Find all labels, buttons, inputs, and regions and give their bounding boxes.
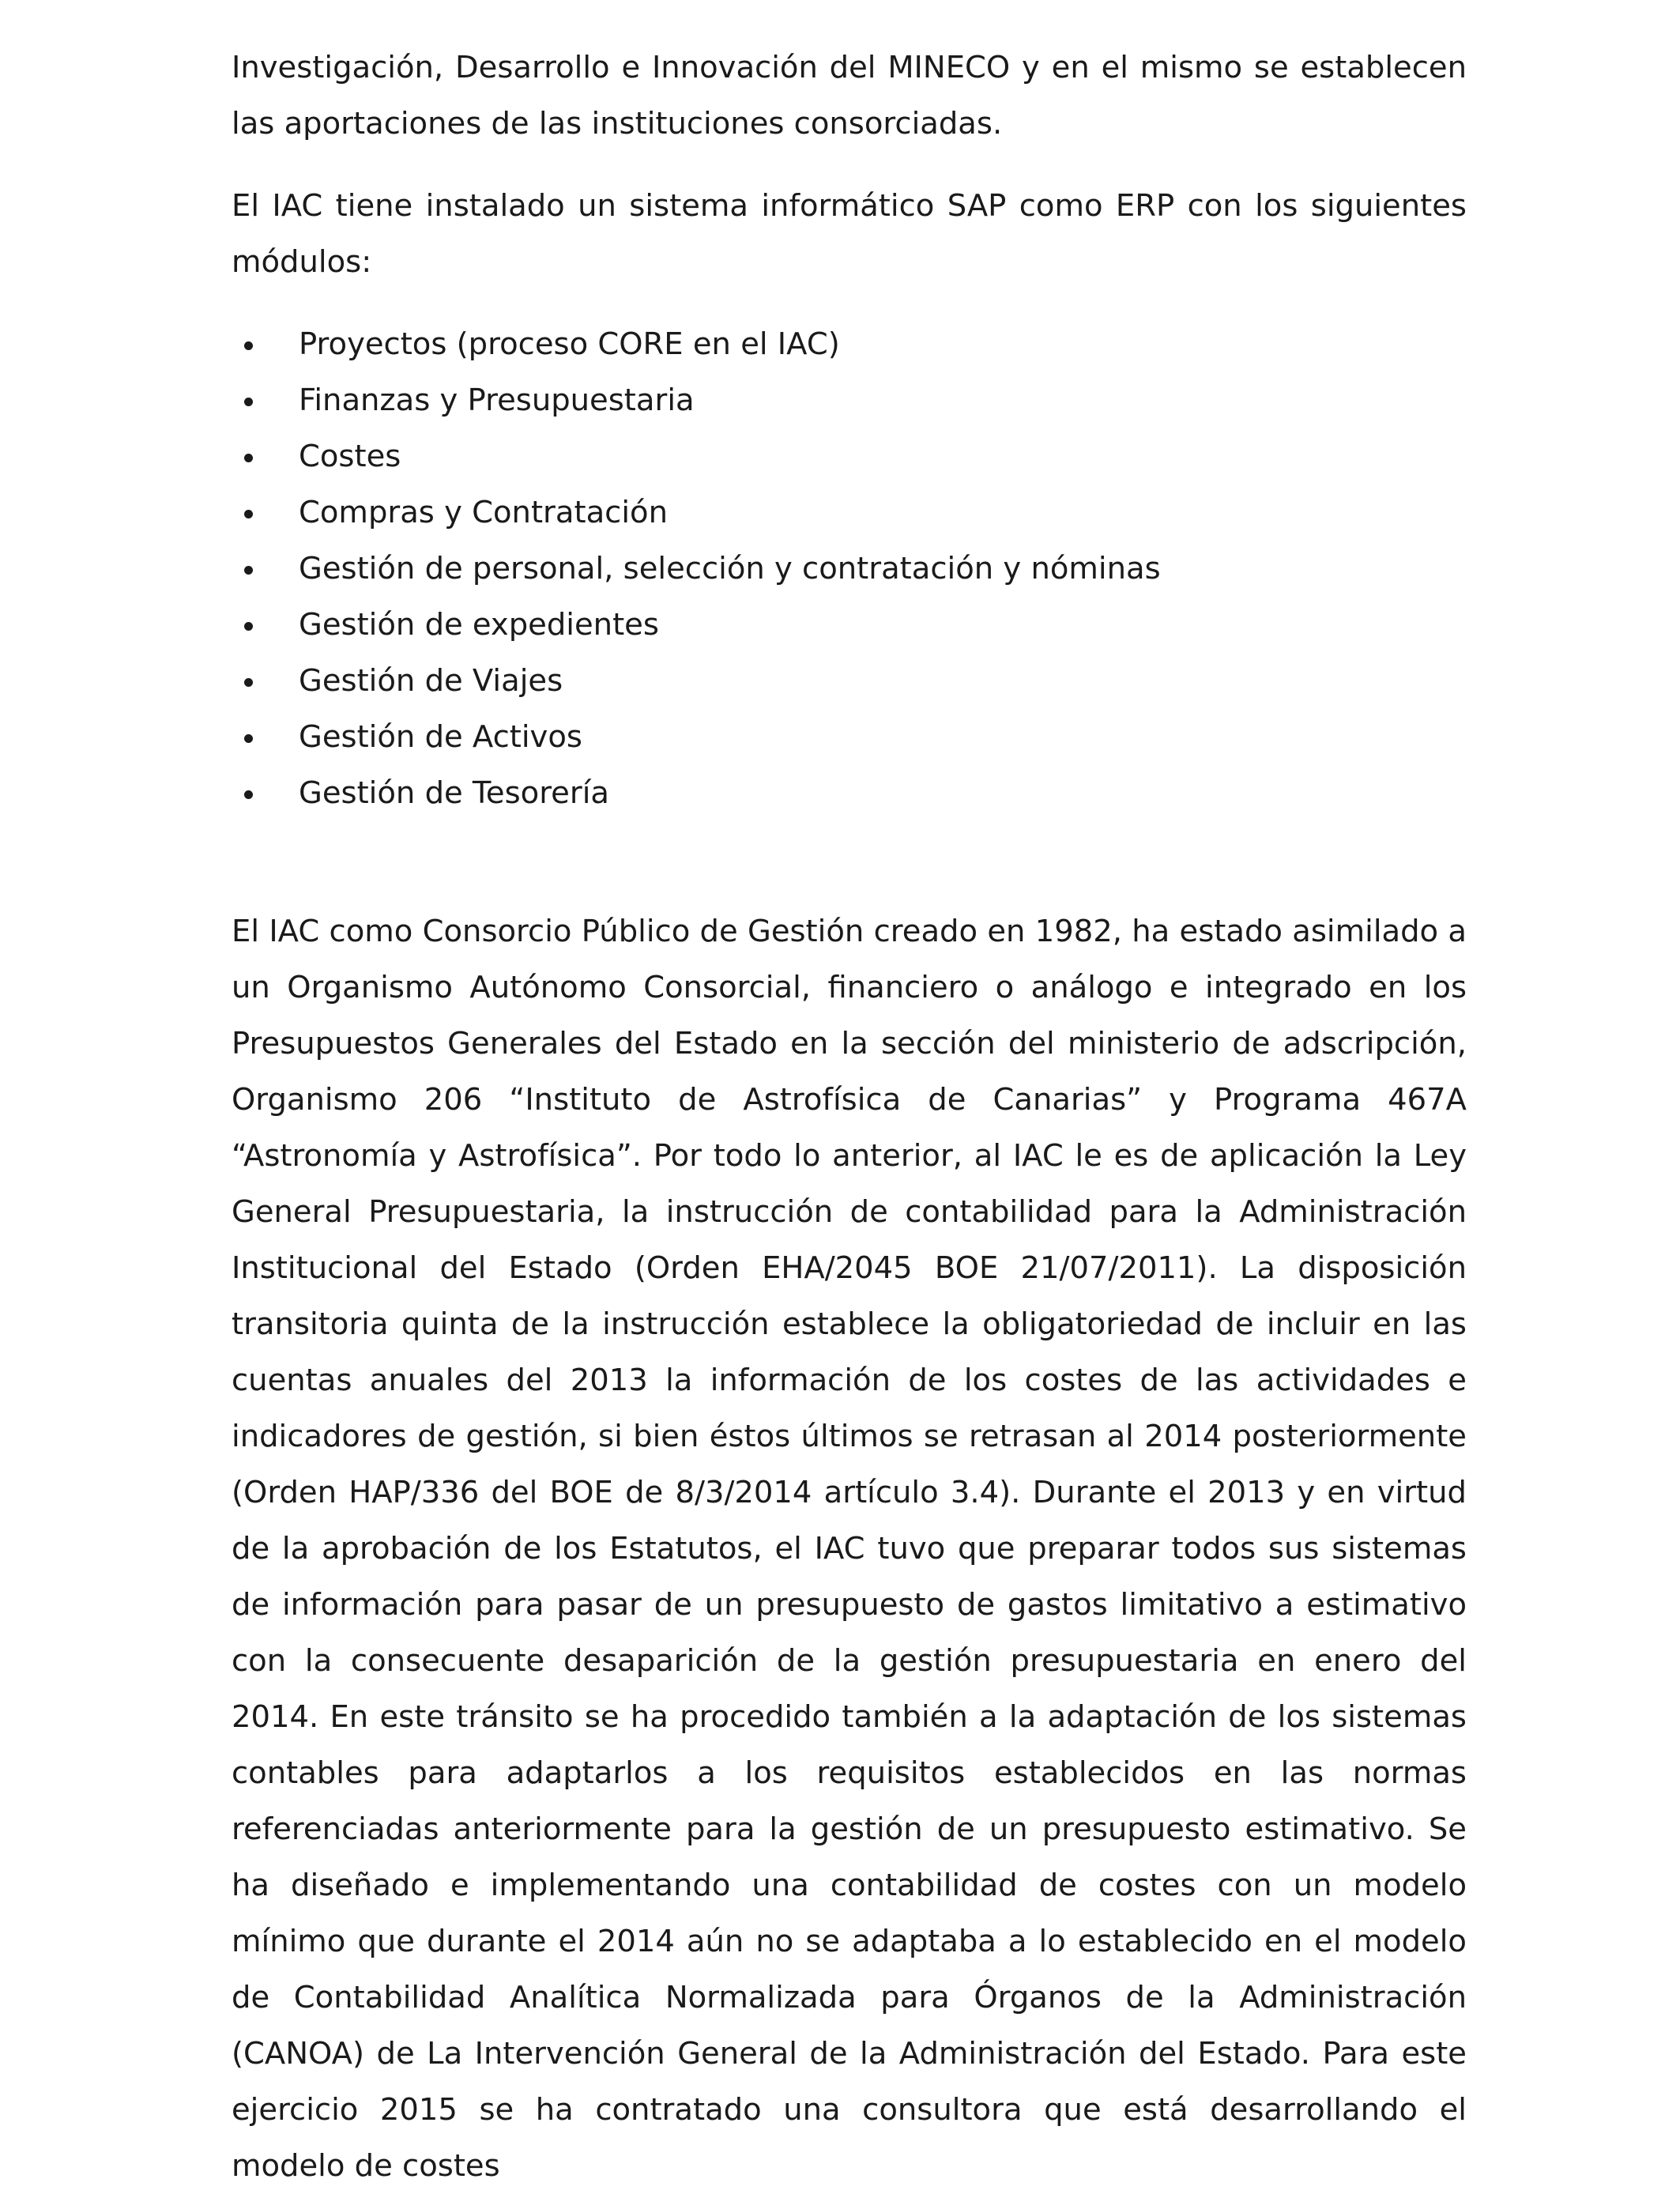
list-item-text: Compras y Contratación — [299, 495, 668, 530]
list-item-text: Gestión de expedientes — [299, 607, 659, 643]
list-item-text: Proyectos (proceso CORE en el IAC) — [299, 326, 840, 362]
bullet-icon — [244, 566, 253, 575]
bullet-icon — [244, 790, 253, 799]
list-item — [232, 597, 1467, 653]
list-item — [232, 372, 1467, 428]
list-item — [232, 428, 1467, 484]
bullet-icon — [244, 341, 253, 350]
list-item-text: Gestión de Activos — [299, 719, 582, 755]
bullet-icon — [244, 622, 253, 631]
list-item — [232, 709, 1467, 765]
list-item — [232, 765, 1467, 821]
list-item-text: Gestión de personal, selección y contratación y nóminas — [299, 551, 1161, 586]
paragraph-sap: El IAC tiene instalado un sistema informático SAP como ERP con los siguientes módulos: — [232, 188, 1467, 280]
paragraph-intro: Investigación, Desarrollo e Innovación del MINECO y en el mismo se establecen las aportaciones de las instituciones consorciadas. — [232, 50, 1467, 141]
bullet-icon — [244, 510, 253, 518]
list-item-text: Gestión de Viajes — [299, 663, 563, 699]
list-item — [232, 541, 1467, 597]
paragraph-consortium: El IAC como Consorcio Público de Gestión creado en 1982, ha estado asimilado a un Organismo Autónomo Consorcial, financiero o análogo e integrado en los Presupuestos Generales del Estado en la sección del ministerio de adscripción, Organismo 206 “Instituto de Astrofísica de Canarias” y Programa 467A “Astronomía y Astrofísica”. Por todo lo anterior, al IAC le es de aplicación la Ley General Presupuestaria, la instrucción de contabilidad para la Administración Institucional del Estado (Orden EHA/2045 BOE 21/07/2011). La disposición transitoria quinta de la instrucción establece la obligatoriedad de incluir en las cuentas anuales del 2013 la información de los costes de las actividades e indicadores de gestión, si bien éstos últimos se retrasan al 2014 posteriormente (Orden HAP/336 del BOE de 8/3/2014 artículo 3.4). Durante el 2013 y en virtud de la aprobación de los Estatutos, el IAC tuvo que preparar todos sus sistemas de información para pasar de un presupuesto de gastos limitativo a estimativo con la consecuente desaparición de la gestión presupuestaria en enero del 2014. En este tránsito se ha procedido también a la adaptación de los sistemas contables para adaptarlos a los requisitos establecidos en las normas referenciadas anteriormente para la gestión de un presupuesto estimativo. Se ha diseñado e implementando una contabilidad de costes con un modelo mínimo que durante el 2014 aún no se adaptaba a lo establecido en el modelo de Contabilidad Analítica Normalizada para Órganos de la Administración (CANOA) de La Intervención General de la Administración del Estado. Para este ejercicio 2015 se ha contratado una consultora que está desarrollando el modelo de costes — [232, 914, 1467, 2184]
list-item-text: Gestión de Tesorería — [299, 775, 609, 811]
bullet-icon — [244, 454, 253, 462]
list-item-text: Finanzas y Presupuestaria — [299, 383, 695, 418]
bullet-icon — [244, 734, 253, 743]
list-item — [232, 316, 1467, 372]
document-page — [232, 40, 1467, 2194]
bullet-icon — [244, 398, 253, 406]
bullet-icon — [244, 678, 253, 687]
list-item-text: Costes — [299, 439, 401, 474]
modules-list — [232, 316, 1467, 821]
list-item — [232, 484, 1467, 541]
list-item — [232, 653, 1467, 709]
